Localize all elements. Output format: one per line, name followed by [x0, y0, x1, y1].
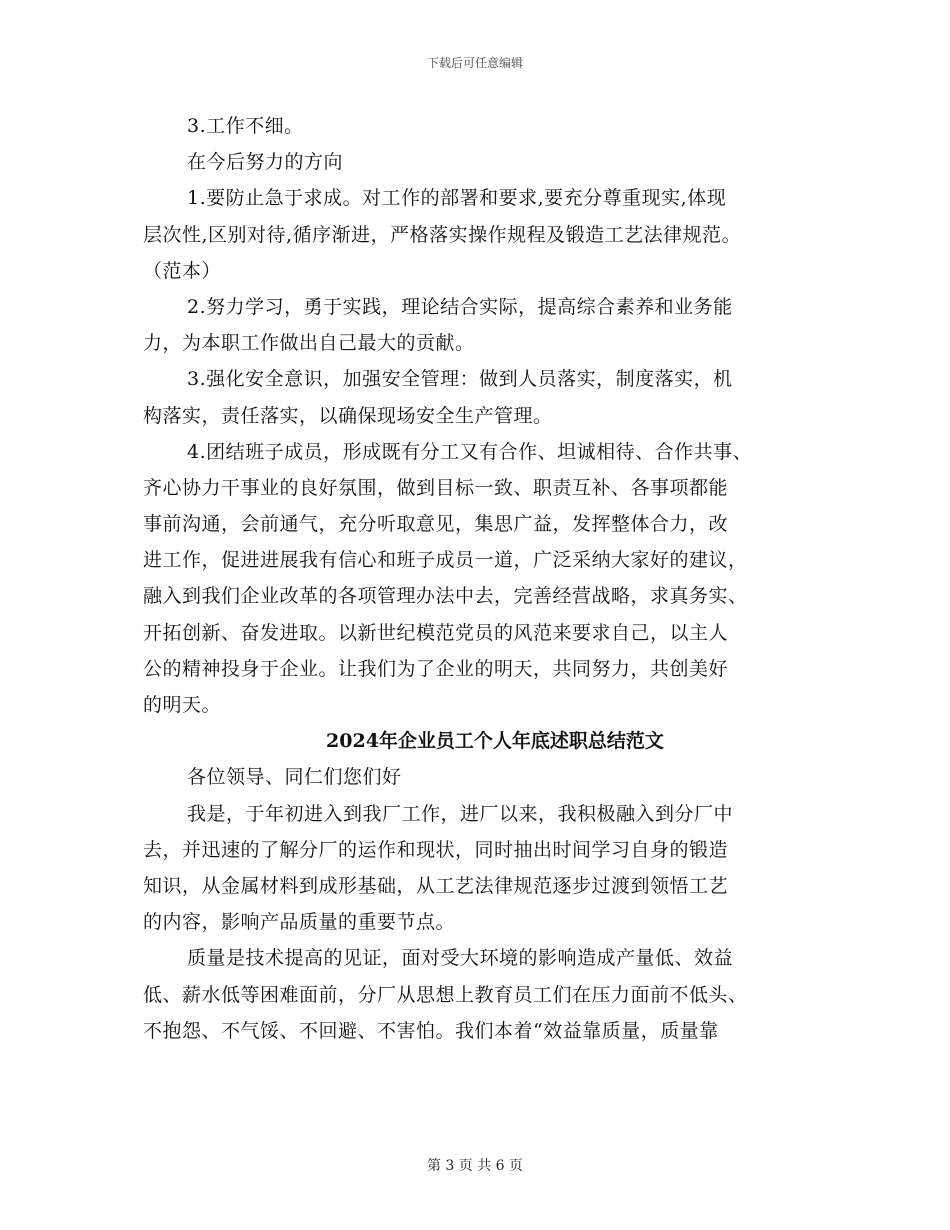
- paragraph-line: 的内容，影响产品质量的重要节点。: [143, 911, 456, 934]
- paragraph-line: 各位领导、同仁们您们好: [187, 766, 402, 789]
- paragraph-line: 质量是技术提高的见证，面对受大环境的影响造成产量低、效益: [187, 947, 734, 970]
- paragraph-line: 3.强化安全意识，加强安全管理：做到人员落实，制度落实，机: [187, 368, 733, 391]
- paragraph-line: 事前沟通，会前通气，充分听取意见，集思广益，发挥整体合力，改: [143, 513, 729, 536]
- paragraph-line: 1.要防止急于求成。对工作的部署和要求,要充分尊重现实,体现: [187, 187, 727, 210]
- paragraph-line: 知识，从金属材料到成形基础，从工艺法律规范逐步过渡到领悟工艺: [143, 874, 729, 897]
- document-body: [143, 108, 803, 1049]
- page-number: 第 3 页 共 6 页: [426, 1158, 524, 1174]
- paragraph-line: 进工作，促进进展我有信心和班子成员一道，广泛采纳大家好的建议，: [143, 549, 748, 572]
- paragraph-line: 的明天。: [143, 694, 222, 716]
- paragraph-line: 在今后努力的方向: [187, 151, 344, 174]
- paragraph-line: 力，为本职工作做出自己最大的贡献。: [143, 332, 475, 355]
- paragraph-line: 开拓创新、奋发进取。以新世纪模范党员的风范来要求自己，以主人: [143, 621, 729, 644]
- paragraph-line: 2.努力学习，勇于实践，理论结合实际，提高综合素养和业务能: [187, 295, 733, 318]
- paragraph-line: 层次性,区别对待,循序渐进，严格落实操作规程及锻造工艺法律规范。: [143, 223, 742, 246]
- paragraph-line: 去，并迅速的了解分厂的运作和现状，同时抽出时间学习自身的锻造: [143, 838, 729, 861]
- page-header: 下载后可任意编辑: [426, 56, 523, 70]
- paragraph-line: 4.团结班子成员，形成既有分工又有合作、坦诚相待、合作共事、: [187, 440, 753, 463]
- paragraph-line: 不抱怨、不气馁、不回避、不害怕。我们本着“效益靠质量，质量靠: [143, 1019, 719, 1042]
- paragraph-line: 公的精神投身于企业。让我们为了企业的明天，共同努力，共创美好: [143, 657, 729, 680]
- section-title: 2024年企业员工个人年底述职总结范文: [326, 730, 664, 753]
- paragraph-line: 构落实，责任落实，以确保现场安全生产管理。: [143, 404, 553, 427]
- paragraph-line: （范本）: [143, 259, 222, 282]
- paragraph-line: 3.工作不细。: [187, 115, 304, 137]
- paragraph-line: 低、薪水低等困难面前，分厂从思想上教育员工们在压力面前不低头、: [143, 983, 748, 1006]
- paragraph-line: 融入到我们企业改革的各项管理办法中去，完善经营战略，求真务实、: [143, 585, 748, 608]
- paragraph-line: 齐心协力干事业的良好氛围，做到目标一致、职责互补、各事项都能: [143, 476, 729, 499]
- paragraph-line: 我是，于年初进入到我厂工作，进厂以来，我积极融入到分厂中: [187, 802, 734, 825]
